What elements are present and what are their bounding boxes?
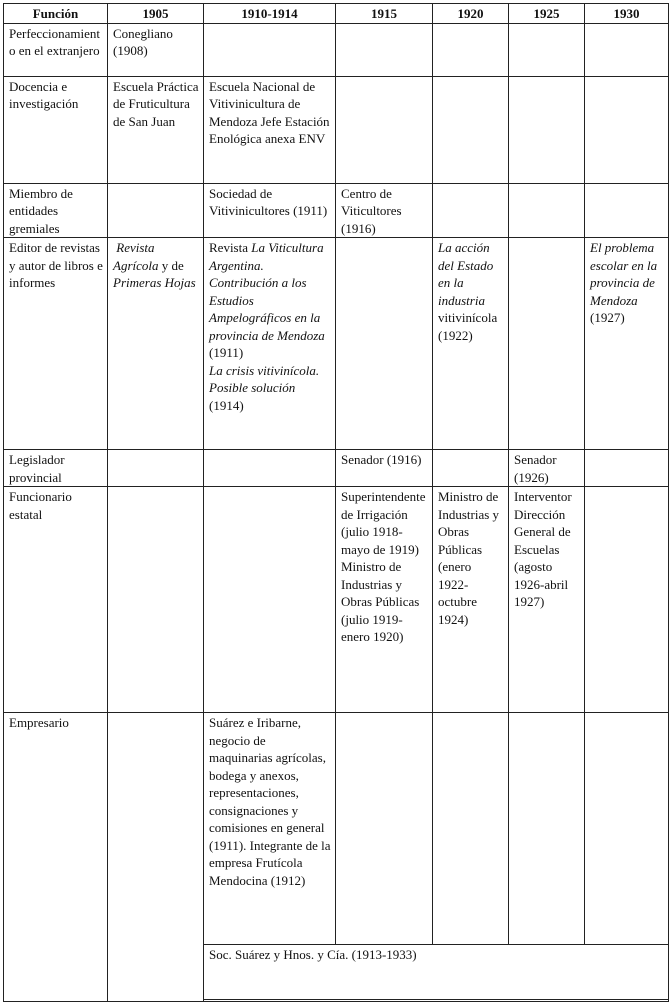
cell-funcionario-1925: Interventor Dirección General de Escuelas (agosto 1926-abril 1927) (509, 487, 585, 713)
cell-editor-1930 (585, 238, 669, 450)
cell-empty (108, 713, 204, 1002)
header-funcion: Función (4, 4, 108, 24)
cell-empty (433, 713, 509, 945)
cell-empty (509, 713, 585, 945)
cell-empty (509, 23, 585, 76)
career-table (3, 3, 669, 1002)
cell-empty (336, 76, 433, 183)
journal-title: Primeras Hojas (113, 275, 196, 290)
cell-empty (204, 487, 336, 713)
header-1920: 1920 (433, 4, 509, 24)
cell-empty (509, 238, 585, 450)
cell-legislador-1925: Senador (1926) (509, 450, 585, 487)
cell-empty (108, 487, 204, 713)
cell-text: y de (158, 257, 184, 273)
book-title: La Viticultura Argentina. Contribución a los Estudios Ampelográficos en la provincia de Mendoza (209, 240, 325, 343)
header-1930: 1930 (585, 4, 669, 24)
row-funcionario (4, 487, 669, 713)
cell-empty (108, 450, 204, 487)
header-1910-1914: 1910-1914 (204, 4, 336, 24)
cell-text: vitivinícola (1922) (438, 310, 498, 343)
row-label-miembro: Miembro de entidades gremiales (4, 183, 108, 238)
cell-empty (585, 183, 669, 238)
cell-perfeccionamiento-1905: Conegliano (1908) (108, 23, 204, 76)
cell-empty (204, 23, 336, 76)
cell-docencia-1910: Escuela Nacional de Vitivinicultura de Mendoza Jefe Estación Enológica anexa ENV (204, 76, 336, 183)
row-docencia (4, 76, 669, 183)
cell-funcionario-1915: Superintendente de Irrigación (julio 1918-mayo de 1919) Ministro de Industrias y Obras Públicas (julio 1919-enero 1920) (336, 487, 433, 713)
cell-empty (204, 1000, 669, 1002)
cell-empty (585, 487, 669, 713)
row-empresario (4, 713, 669, 945)
cell-miembro-1915: Centro de Viticultores (1916) (336, 183, 433, 238)
row-label-funcionario: Funcionario estatal (4, 487, 108, 713)
row-label-empresario: Empresario (4, 713, 108, 1002)
row-perfeccionamiento (4, 23, 669, 76)
row-editor (4, 238, 669, 450)
row-label-editor: Editor de revistas y autor de libros e informes (4, 238, 108, 450)
cell-docencia-1905: Escuela Práctica de Fruticultura de San Juan (108, 76, 204, 183)
cell-empty (108, 183, 204, 238)
cell-empty (336, 713, 433, 945)
cell-empty (433, 183, 509, 238)
book-title: La acción del Estado en la industria (438, 240, 494, 308)
row-label-perfeccionamiento: Perfeccionamiento en el extranjero (4, 23, 108, 76)
cell-editor-1905 (108, 238, 204, 450)
cell-editor-1910 (204, 238, 336, 450)
cell-empty (585, 713, 669, 945)
cell-miembro-1910: Sociedad de Vitivinicultores (1911) (204, 183, 336, 238)
header-1915: 1915 (336, 4, 433, 24)
cell-editor-1920 (433, 238, 509, 450)
cell-empresario-1910: Suárez e Iribarne, negocio de maquinarias agrícolas, bodega y anexos, representaciones, consignaciones y comisiones en general (1911). Integrante de la empresa Frutícola Mendocina (1912) (204, 713, 336, 945)
header-1925: 1925 (509, 4, 585, 24)
cell-text: (1911) (209, 345, 244, 360)
cell-empty (433, 76, 509, 183)
cell-empty (433, 450, 509, 487)
cell-empresario-span: Soc. Suárez y Hnos. y Cía. (1913-1933) (204, 945, 669, 1000)
cell-empty (509, 76, 585, 183)
row-label-docencia: Docencia e investigación (4, 76, 108, 183)
journal-title: Revista Agrícola (113, 240, 159, 273)
cell-text: Revista (209, 240, 252, 255)
cell-empty (585, 450, 669, 487)
header-1905: 1905 (108, 4, 204, 24)
cell-empty (585, 76, 669, 183)
cell-empty (336, 238, 433, 450)
row-legislador (4, 450, 669, 487)
cell-empty (336, 23, 433, 76)
cell-text: (1914) (209, 397, 244, 413)
cell-empty (585, 23, 669, 76)
row-miembro (4, 183, 669, 238)
book-title: El problema escolar en la provincia de Mendoza (590, 240, 658, 308)
row-label-legislador: Legislador provincial (4, 450, 108, 487)
cell-empty (433, 23, 509, 76)
cell-empty (204, 450, 336, 487)
cell-funcionario-1920: Ministro de Industrias y Obras Públicas (enero 1922-octubre 1924) (433, 487, 509, 713)
cell-legislador-1915: Senador (1916) (336, 450, 433, 487)
cell-text: (1927) (590, 310, 625, 325)
book-title: La crisis vitivinícola. Posible solución (209, 362, 320, 395)
cell-empty (509, 183, 585, 238)
header-row (4, 4, 669, 24)
